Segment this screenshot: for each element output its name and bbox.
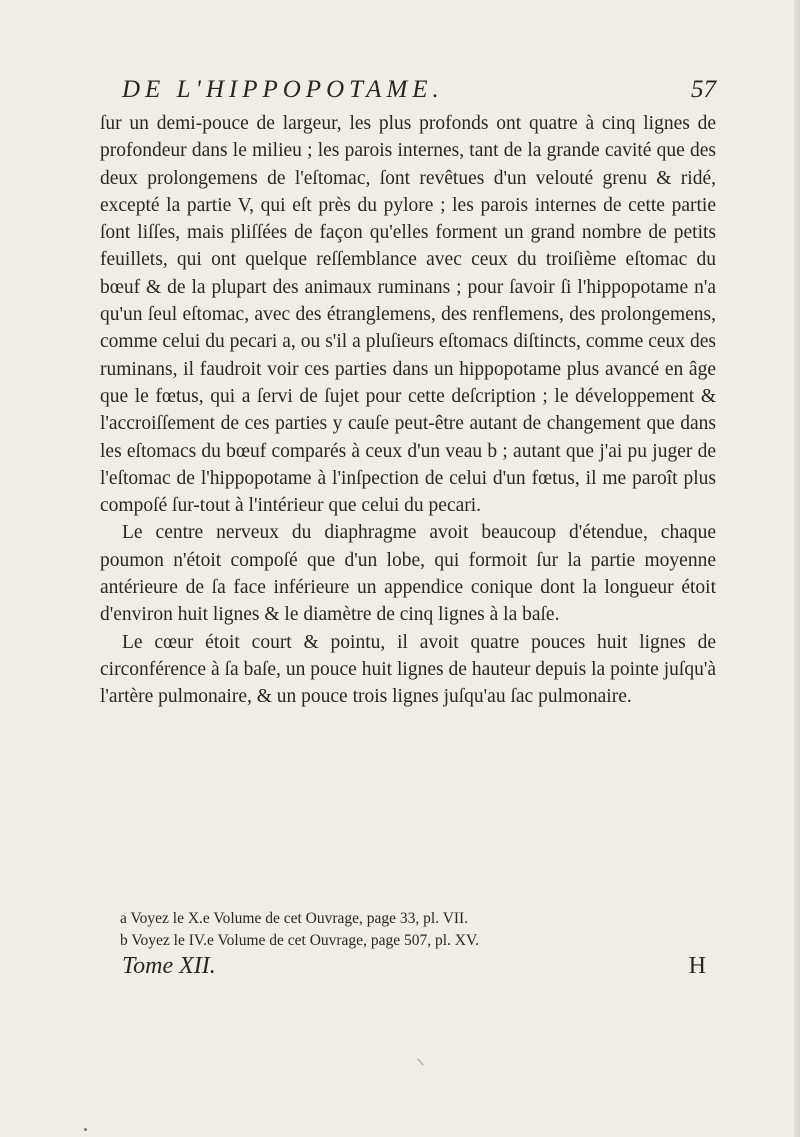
paper-speck [84,1128,87,1131]
page-header [100,76,716,110]
footnote-a: a Voyez le X.e Volume de cet Ouvrage, page 33, pl. VII. [120,910,469,927]
volume-label: Tome XII. [122,953,216,979]
paper-mark [418,1059,424,1066]
page-footer [100,953,716,983]
body-text [100,110,716,711]
paragraph: Le cœur étoit court & pointu, il avoit quatre pouces huit lignes de circonférence à ſa baſe, un pouce huit lignes de hauteur depuis la pointe juſqu'à l'artère pulmonaire, & un pouce trois lignes juſqu'au ſac pulmonaire. [100,631,716,708]
footnotes [120,908,716,952]
paragraph: ſur un demi-pouce de largeur, les plus profonds ont quatre à cinq lignes de profondeur dans le milieu ; les parois internes, tant de la grande cavité que des deux prolongemens de l'eſtomac, ſont revêtues d'un velouté grenu & ridé, excepté la partie V, qui eſt près du pylore ; les parois internes de cette partie ſont liſſes, mais pliſſées de façon qu'elles forment un grand nombre de petits feuillets, qui ont quelque reſſemblance avec ceux du troiſième eſtomac du bœuf & de la plupart des animaux ruminans ; pour ſavoir ſi l'hippopotame n'a qu'un ſeul eſtomac, avec des étranglemens, des renflemens, des prolongemens, comme celui du pecari a, ou s'il a pluſieurs eſtomacs diſtincts, comme ceux des ruminans, il faudroit voir ces parties dans un hippopotame plus avancé en âge que le fœtus, qui a ſervi de ſujet pour cette deſcription ; le développement & l'accroiſſement de ces parties y cauſe peut-être autant de changement que dans les eſtomacs du bœuf comparés à ceux d'un veau b ; autant que j'ai pu juger de l'eſtomac de l'hippopotame à l'inſpection de celui d'un fœtus, il me paroît plus compoſé ſur-tout à l'intérieur que celui du pecari. [100,113,716,517]
footnote-b: b Voyez le IV.e Volume de cet Ouvrage, page 507, pl. XV. [120,932,480,949]
page-edge [794,0,800,1137]
running-title: DE L'HIPPOPOTAME. [122,76,444,103]
signature-mark: H [688,953,706,979]
paragraph: Le centre nerveux du diaphragme avoit beaucoup d'étendue, chaque poumon n'étoit compoſé que d'un lobe, qui formoit ſur la partie moyenne antérieure de ſa face inférieure un appendice conique dont la longueur étoit d'environ huit lignes & le diamètre de cinq lignes à la baſe. [100,522,716,626]
page-number: 57 [691,76,716,103]
